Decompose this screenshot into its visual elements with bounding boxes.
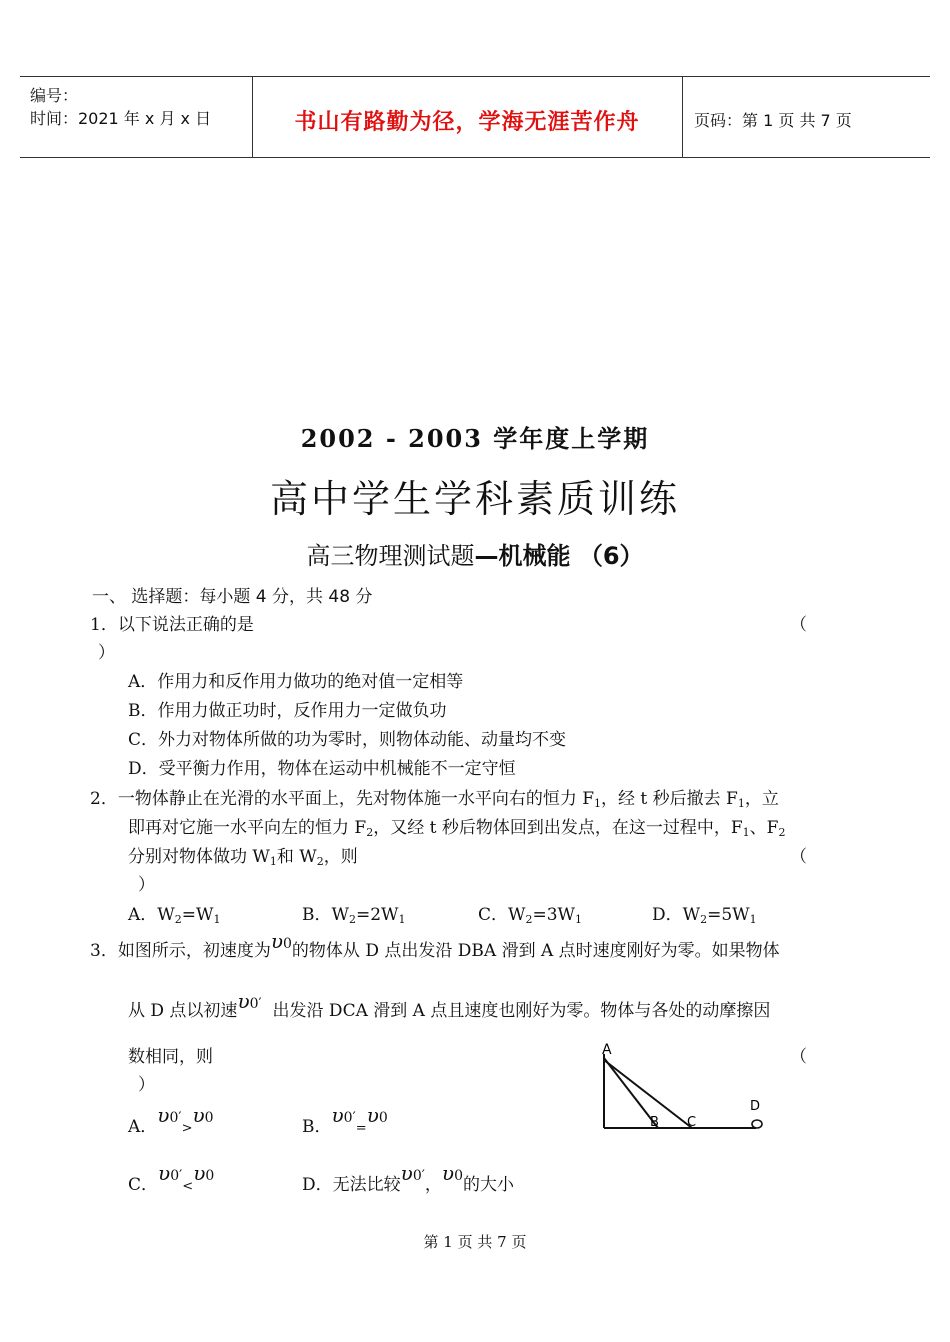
fig-label-c: C xyxy=(687,1115,697,1130)
q1-open-paren: （ xyxy=(790,615,807,635)
fig-slope-ac xyxy=(604,1060,692,1128)
page-info: 页码：第 1 页 共 7 页 xyxy=(694,111,852,130)
page-header xyxy=(20,76,930,158)
q1-close-paren: ） xyxy=(98,643,115,663)
q3-option-d: D．无法比较υ0′，υ0的大小 xyxy=(302,1161,515,1195)
q3-line-2: 从 D 点以初速υ0′ 出发沿 DCA 滑到 A 点且速度也刚好为零。物体与各处的动摩擦因 xyxy=(128,989,771,1021)
q2-open-paren: （ xyxy=(790,847,807,867)
q3-close-paren: ） xyxy=(138,1075,155,1095)
page-footer: 第 1 页 共 7 页 xyxy=(423,1233,527,1251)
title-year: 2002 - 2003 学年度上学期 xyxy=(300,424,650,453)
motto: 书山有路勤为径，学海无涯苦作舟 xyxy=(294,110,640,135)
header-meta-cell xyxy=(20,77,253,157)
header-motto-cell xyxy=(252,77,683,157)
q3-line-3: 数相同，则 xyxy=(128,1047,213,1067)
title-sub xyxy=(0,536,950,571)
fig-label-a: A xyxy=(602,1042,612,1058)
title-sub-bold: —机械能 （6） xyxy=(474,542,644,570)
q1-stem: 1．以下说法正确的是 xyxy=(90,615,254,635)
v0-prime-symbol: υ0′ xyxy=(237,989,262,1013)
q2-option-c: C．$W_2=3W_1$ xyxy=(478,905,583,926)
fig-block-d xyxy=(752,1120,762,1128)
q3-line-1: 3．如图所示，初速度为υ0的物体从 D 点出发沿 DBA 滑到 A 点时速度刚好为零。如果物体 xyxy=(90,929,780,961)
section-heading: 一、 选择题：每小题 4 分，共 48 分 xyxy=(92,587,373,607)
q2-option-a: A．$W_2=W_1$ xyxy=(128,905,221,926)
number-label: 编号： xyxy=(30,86,79,105)
q3-option-a: A．υ0′>υ0 xyxy=(128,1103,214,1137)
v0-symbol: υ0 xyxy=(270,929,292,953)
q2-option-b: B．$W_2=2W_1$ xyxy=(302,905,406,926)
q2-line-1: 2．一物体静止在光滑的水平面上，先对物体施一水平向右的恒力 $F_1$，经 t 秒后撤去 $F_1$，立 xyxy=(90,789,779,810)
q3-option-c: C．υ0′<υ0 xyxy=(128,1161,215,1195)
q3-figure xyxy=(596,1040,776,1140)
q2-close-paren: ） xyxy=(138,875,155,895)
fig-label-d: D xyxy=(750,1099,761,1114)
title-main: 高中学生学科素质训练 xyxy=(269,477,680,521)
q3-option-b: B．υ0′=υ0 xyxy=(302,1103,388,1137)
q1-option-c: C．外力对物体所做的功为零时，则物体动能、动量均不变 xyxy=(128,730,567,750)
q2-option-d: D．$W_2=5W_1$ xyxy=(652,905,757,926)
title-sub-plain: 高三物理测试题 xyxy=(306,542,475,570)
q2-line-2: 即再对它施一水平向左的恒力 $F_2$，又经 t 秒后物体回到出发点，在这一过程中，$F_1$、$F_2$ xyxy=(128,818,786,839)
header-page-cell xyxy=(682,77,930,157)
q1-option-b: B．作用力做正功时，反作用力一定做负功 xyxy=(128,701,447,721)
q2-line-3: 分别对物体做功 $W_1$和 $W_2$，则 xyxy=(128,847,358,868)
fig-label-b: B xyxy=(650,1115,659,1130)
time-label: 时间：2021 年 x 月 x 日 xyxy=(30,109,212,128)
q1-option-d: D．受平衡力作用，物体在运动中机械能不一定守恒 xyxy=(128,759,516,779)
q1-option-a: A．作用力和反作用力做功的绝对值一定相等 xyxy=(128,672,464,692)
q3-open-paren: （ xyxy=(790,1047,807,1067)
